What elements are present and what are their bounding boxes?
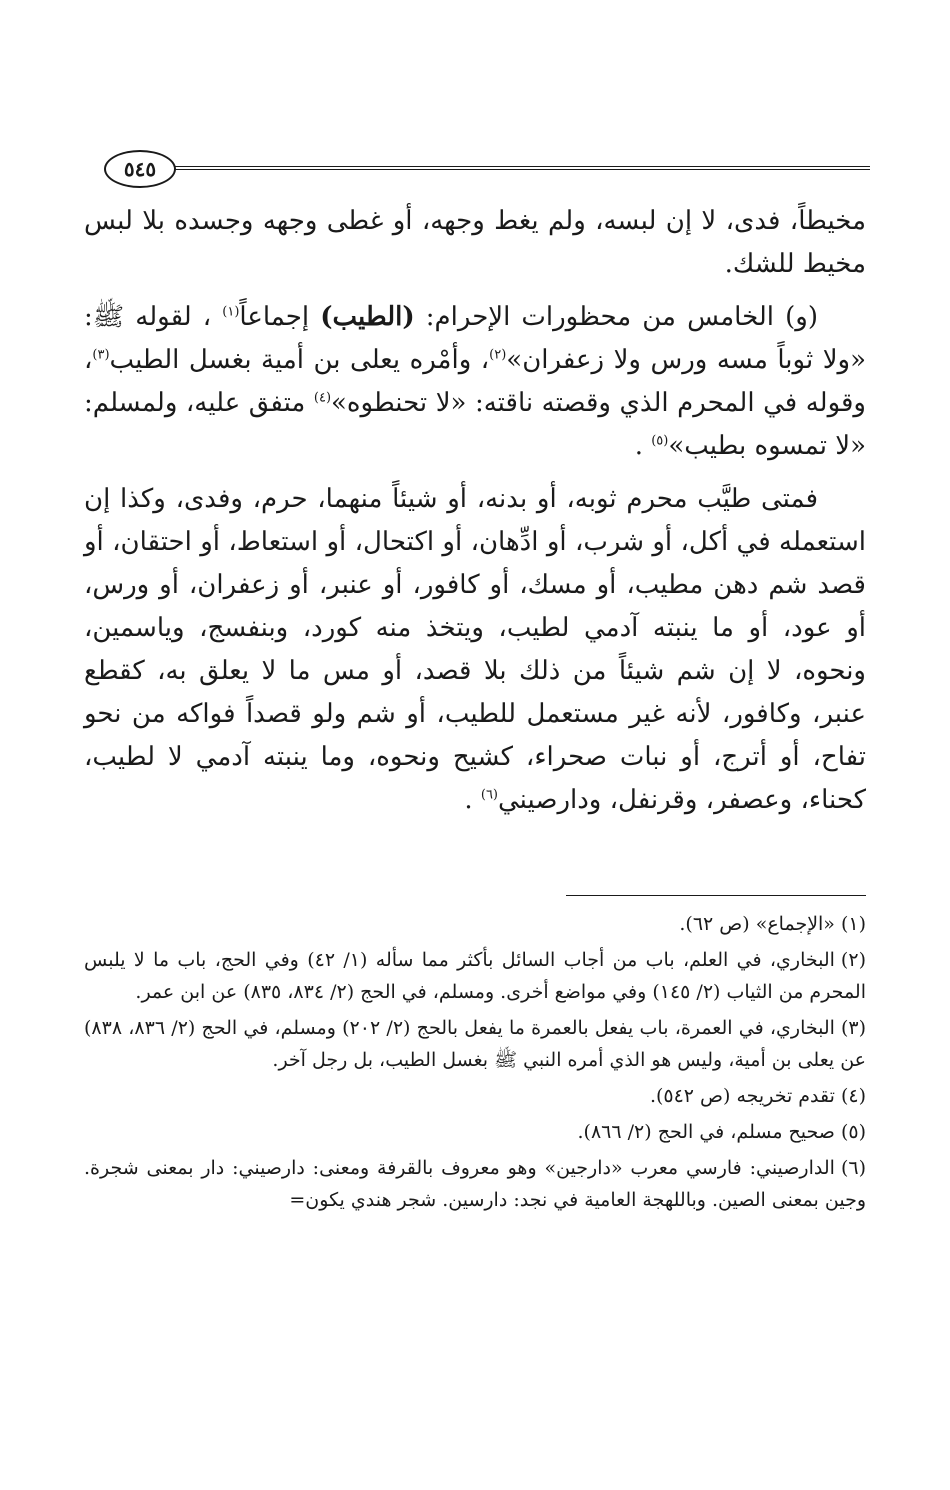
text-segment-2: ، وقوله في المحرم الذي وقصته ناقته: «لا تحنطوه»	[84, 345, 866, 418]
page-number: ٥٤٥	[104, 150, 176, 188]
footnote-text: البخاري، في العمرة، باب يفعل بالعمرة ما يفعل بالحج (٢/ ٢٠٢) ومسلم، في الحج (٢/ ٨٣٦، ٨٣٨) عن يعلى بن أمية، وليس هو الذي أمره النبي ﷺ بغسل الطيب، بل رجل آخر.	[84, 1017, 866, 1071]
footnote-ref-3[interactable]: (٣)	[92, 347, 110, 363]
section-lead: (و) الخامس من محظورات الإحرام:	[414, 302, 818, 332]
main-text	[84, 200, 866, 822]
footnote-ref-4[interactable]: (٤)	[313, 390, 332, 406]
footnote-number: (٥)	[840, 1121, 866, 1143]
text-segment-4: .	[634, 431, 652, 461]
footnote-4	[84, 1080, 866, 1112]
paragraph-3-end: .	[464, 785, 481, 815]
paragraph-3	[84, 478, 866, 822]
footnote-number: (١)	[840, 913, 866, 935]
footnote-text: تقدم تخريجه (ص ٥٤٢).	[649, 1085, 835, 1107]
footnote-ref-5[interactable]: (٥)	[651, 433, 669, 449]
section-lead-after: ، لقوله ﷺ:	[84, 302, 223, 332]
section-lead-rest: إجماعاً	[239, 302, 321, 332]
footnote-number: (٦)	[840, 1157, 866, 1179]
header-double-rule	[164, 166, 870, 170]
footnote-text: صحيح مسلم، في الحج (٢/ ٨٦٦).	[577, 1121, 835, 1143]
footnote-ref-2[interactable]: (٢)	[489, 347, 507, 363]
footnote-ref-1[interactable]: (١)	[222, 304, 240, 320]
footnote-3	[84, 1012, 866, 1076]
footnote-number: (٤)	[840, 1085, 866, 1107]
paragraph-3-text: فمتى طيَّب محرم ثوبه، أو بدنه، أو شيئاً منهما، حرم، وفدى، وكذا إن استعمله في أكل، أو شرب، أو ادِّهان، أو اكتحال، أو استعاط، أو احتقان، أو قصد شم دهن مطيب، أو مسك، أو كافور، أو عنبر، أو زعفران، أو ورس، أو عود، أو ما ينبته آدمي لطيب، ويتخذ منه كورد، وبنفسج، وياسمين، ونحوه، لا إن شم شيئاً من ذلك بلا قصد، أو مس ما لا يعلق به، كقطع عنبر، وكافور، لأنه غير مستعمل للطيب، أو شم ولو قصداً فواكه من نحو تفاح، أو أترج، أو نبات صحراء، كشيح ونحوه، وما ينبته آدمي لا لطيب، كحناء، وعصفر، وقرنفل، ودارصيني	[84, 484, 866, 815]
section-term: (الطيب)	[320, 302, 415, 332]
page-header	[104, 150, 870, 190]
footnote-text: «الإجماع» (ص ٦٢).	[679, 913, 835, 935]
footnote-2	[84, 944, 866, 1008]
footnote-5	[84, 1116, 866, 1148]
footnote-number: (٣)	[840, 1017, 867, 1039]
hadith-quote-1: «ولا ثوباً مسه ورس ولا زعفران»	[506, 345, 866, 375]
paragraph-1: مخيطاً، فدى، لا إن لبسه، ولم يغط وجهه، أو غطى وجهه وجسده بلا لبس مخيط للشك.	[84, 206, 866, 279]
footnote-1	[84, 908, 866, 940]
footnote-ref-6[interactable]: (٦)	[480, 787, 498, 803]
footnote-number: (٢)	[840, 949, 866, 971]
text-segment-1: ، وأمْره يعلى بن أمية بغسل الطيب	[109, 345, 490, 375]
footnote-text: الدارصيني: فارسي معرب «دارجين» وهو معروف بالقرفة ومعنى: دارصيني: دار بمعنى شجرة. وجين بمعنى الصين. وباللهجة العامية في نجد: دارسين. شجر هندي يكون=	[84, 1157, 866, 1211]
paragraph-2	[84, 296, 866, 468]
footnote-6	[84, 1152, 866, 1216]
footnote-text: البخاري، في العلم، باب من أجاب السائل بأكثر مما سأله (١/ ٤٢) وفي الحج، باب ما لا يلبس المحرم من الثياب (٢/ ١٤٥) وفي مواضع أخرى. ومسلم، في الحج (٢/ ٨٣٤، ٨٣٥) عن ابن عمر.	[84, 949, 866, 1003]
footnote-separator	[566, 895, 866, 896]
footnotes	[84, 908, 866, 1220]
text-segment-3: متفق عليه، ولمسلم: «لا تمسوه بطيب»	[84, 388, 866, 461]
